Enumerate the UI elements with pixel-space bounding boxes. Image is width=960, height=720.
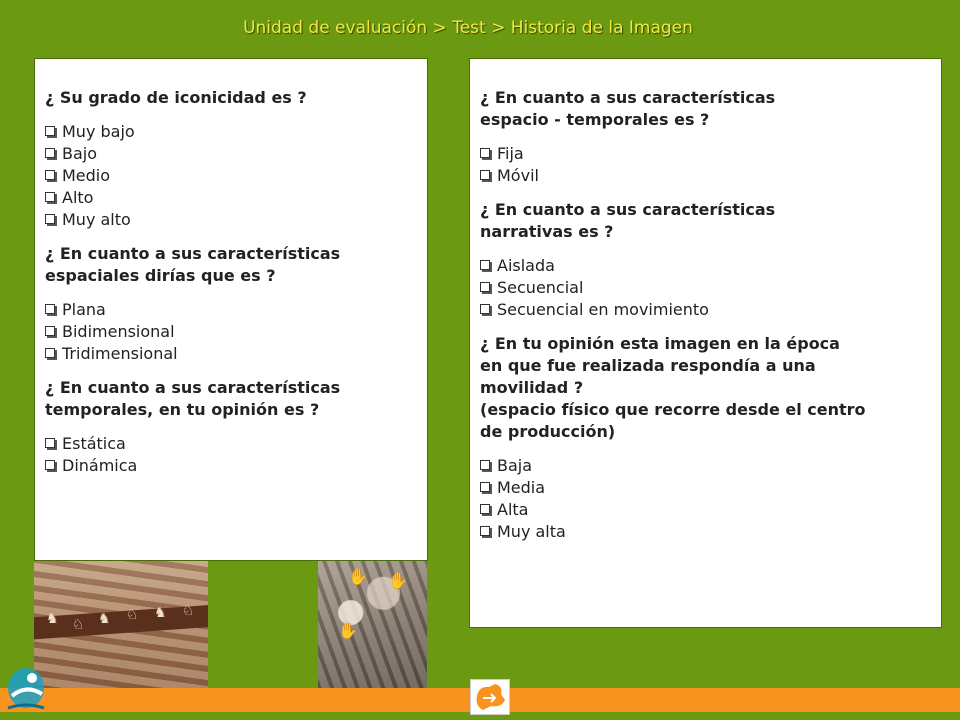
question-line: ¿ En cuanto a sus características bbox=[480, 200, 776, 219]
option-label: Bajo bbox=[62, 144, 98, 163]
question-line: ¿ En tu opinión esta imagen en la época bbox=[480, 334, 840, 353]
checkbox-icon[interactable] bbox=[45, 148, 55, 158]
option-label: Plana bbox=[62, 300, 106, 319]
question-panel-right bbox=[469, 58, 942, 628]
option-tridimensional[interactable] bbox=[45, 343, 419, 365]
options-temporal bbox=[45, 433, 419, 477]
question-line: movilidad ? bbox=[480, 378, 584, 397]
option-secuencial-movimiento[interactable] bbox=[480, 299, 933, 321]
rock-figure-icon: ♞ bbox=[154, 605, 167, 621]
checkbox-icon[interactable] bbox=[45, 192, 55, 202]
option-label: Muy alto bbox=[62, 210, 131, 229]
option-plana[interactable] bbox=[45, 299, 419, 321]
question-narrative bbox=[480, 199, 933, 243]
option-label: Secuencial bbox=[497, 278, 584, 297]
checkbox-icon[interactable] bbox=[480, 526, 490, 536]
options-narrative bbox=[480, 255, 933, 321]
question-line: ¿ En cuanto a sus características bbox=[45, 378, 341, 397]
rock-art-photo-right bbox=[318, 561, 427, 690]
checkbox-icon[interactable] bbox=[45, 460, 55, 470]
options-iconicity bbox=[45, 121, 419, 231]
checkbox-icon[interactable] bbox=[45, 326, 55, 336]
question-line: (espacio físico que recorre desde el centro bbox=[480, 400, 866, 419]
option-label: Bidimensional bbox=[62, 322, 175, 341]
checkbox-icon[interactable] bbox=[480, 460, 490, 470]
option-aislada[interactable] bbox=[480, 255, 933, 277]
option-estatica[interactable] bbox=[45, 433, 419, 455]
option-bajo[interactable] bbox=[45, 143, 419, 165]
checkbox-icon[interactable] bbox=[480, 282, 490, 292]
hand-print-icon: ✋ bbox=[348, 567, 368, 586]
checkbox-icon[interactable] bbox=[480, 304, 490, 314]
option-label: Fija bbox=[497, 144, 524, 163]
option-label: Dinámica bbox=[62, 456, 138, 475]
option-media[interactable] bbox=[480, 477, 933, 499]
option-alta[interactable] bbox=[480, 499, 933, 521]
option-secuencial[interactable] bbox=[480, 277, 933, 299]
option-label: Alta bbox=[497, 500, 529, 519]
checkbox-icon[interactable] bbox=[480, 170, 490, 180]
rock-figure-icon: ♘ bbox=[126, 607, 139, 623]
question-line: en que fue realizada respondía a una bbox=[480, 356, 816, 375]
option-label: Baja bbox=[497, 456, 533, 475]
option-alto[interactable] bbox=[45, 187, 419, 209]
question-panel-left bbox=[34, 58, 428, 561]
options-spatial bbox=[45, 299, 419, 365]
checkbox-icon[interactable] bbox=[480, 482, 490, 492]
option-bidimensional[interactable] bbox=[45, 321, 419, 343]
checkbox-icon[interactable] bbox=[45, 126, 55, 136]
option-label: Tridimensional bbox=[62, 344, 178, 363]
option-label: Media bbox=[497, 478, 546, 497]
question-line: espacio - temporales es ? bbox=[480, 110, 710, 129]
breadcrumb[interactable]: Unidad de evaluación > Test > Historia de la Imagen bbox=[243, 18, 693, 38]
checkbox-icon[interactable] bbox=[480, 260, 490, 270]
question-line: temporales, en tu opinión es ? bbox=[45, 400, 320, 419]
option-label: Móvil bbox=[497, 166, 539, 185]
option-label: Alto bbox=[62, 188, 94, 207]
question-temporal bbox=[45, 377, 419, 421]
option-label: Estática bbox=[62, 434, 126, 453]
option-baja[interactable] bbox=[480, 455, 933, 477]
question-line: narrativas es ? bbox=[480, 222, 614, 241]
checkbox-icon[interactable] bbox=[480, 148, 490, 158]
option-muy-alto[interactable] bbox=[45, 209, 419, 231]
option-fija[interactable] bbox=[480, 143, 933, 165]
rock-figure-icon: ♘ bbox=[182, 603, 195, 619]
checkbox-icon[interactable] bbox=[45, 348, 55, 358]
options-spatiotemporal bbox=[480, 143, 933, 187]
question-iconicity: ¿ Su grado de iconicidad es ? bbox=[45, 88, 307, 107]
options-mobility bbox=[480, 455, 933, 543]
option-medio[interactable] bbox=[45, 165, 419, 187]
rock-art-photo-left bbox=[34, 561, 208, 690]
checkbox-icon[interactable] bbox=[45, 438, 55, 448]
option-muy-alta[interactable] bbox=[480, 521, 933, 543]
question-line: ¿ En cuanto a sus características bbox=[45, 244, 341, 263]
option-label: Aislada bbox=[497, 256, 555, 275]
rock-figure-icon: ♘ bbox=[72, 617, 85, 633]
question-line: de producción) bbox=[480, 422, 616, 441]
nav-button[interactable] bbox=[470, 679, 510, 715]
hand-print-icon: ✋ bbox=[338, 621, 358, 640]
checkbox-icon[interactable] bbox=[45, 214, 55, 224]
option-muy-bajo[interactable] bbox=[45, 121, 419, 143]
question-spatial bbox=[45, 243, 419, 287]
rock-figure-icon: ♞ bbox=[46, 611, 59, 627]
question-mobility bbox=[480, 333, 933, 443]
option-label: Secuencial en movimiento bbox=[497, 300, 709, 319]
question-line: ¿ En cuanto a sus características bbox=[480, 88, 776, 107]
question-line: espaciales dirías que es ? bbox=[45, 266, 276, 285]
option-dinamica[interactable] bbox=[45, 455, 419, 477]
option-label: Muy bajo bbox=[62, 122, 135, 141]
option-label: Medio bbox=[62, 166, 111, 185]
checkbox-icon[interactable] bbox=[45, 304, 55, 314]
checkbox-icon[interactable] bbox=[480, 504, 490, 514]
hand-print-icon: ✋ bbox=[388, 571, 408, 590]
logo-icon[interactable] bbox=[4, 664, 48, 712]
arrow-nav-icon bbox=[473, 682, 507, 712]
option-movil[interactable] bbox=[480, 165, 933, 187]
question-spatiotemporal bbox=[480, 87, 933, 131]
rock-figure-icon: ♞ bbox=[98, 611, 111, 627]
checkbox-icon[interactable] bbox=[45, 170, 55, 180]
option-label: Muy alta bbox=[497, 522, 566, 541]
